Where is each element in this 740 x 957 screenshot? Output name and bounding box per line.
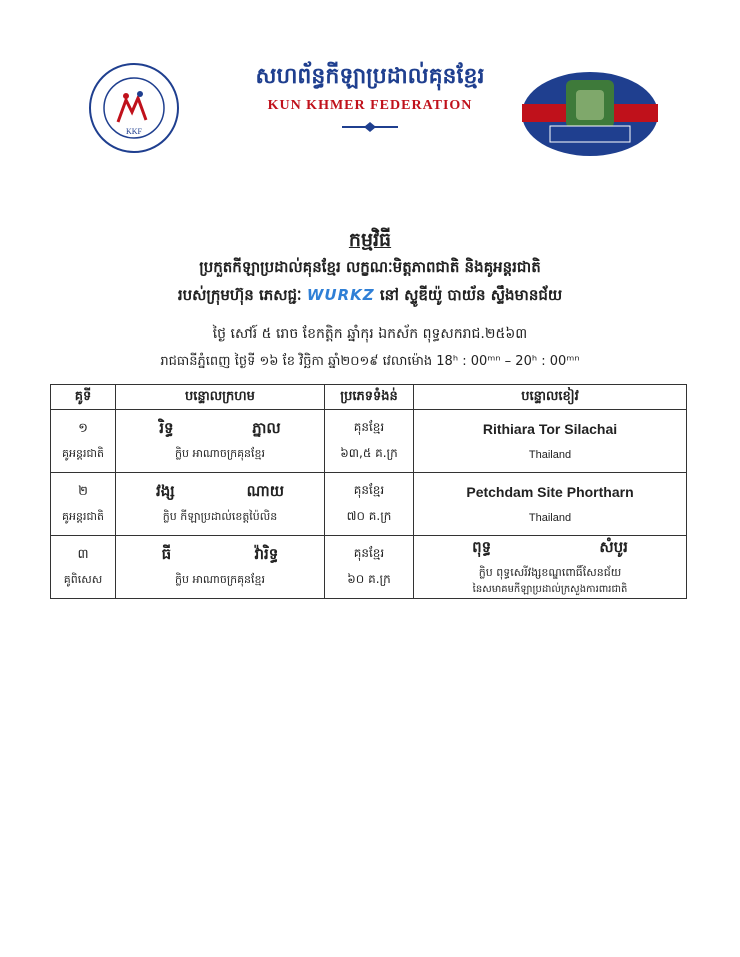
red-corner-cell [116, 473, 325, 536]
weight-value: ៦០ គ.ក្រ [347, 572, 391, 586]
blue-fighter-club: ក្លិប ពុទ្ធសេរីវង្សខណ្ឌពោធិ៍សែនជ័យ [478, 565, 622, 579]
blue-fighter-country: Thailand [528, 512, 572, 524]
red-fighter-first: វង្ស [155, 482, 175, 500]
bout-cell [51, 410, 116, 473]
table-row [51, 473, 687, 536]
blue-corner-cell [414, 536, 687, 599]
table-row [51, 536, 687, 599]
red-fighter-club: ក្លិប អាណាចក្រគុនខ្មែរ [174, 573, 266, 586]
table-header-row [51, 385, 687, 410]
lunar-date: ថ្ងៃ សៅរ៍ ៥ រោច ខែកត្តិក ឆ្នាំកុរ ឯកស័ក ពុទ្ធសករាជ.២៥៦៣ [212, 326, 528, 342]
event-date-time: រាជធានីភ្នំពេញ ថ្ងៃទី ១៦ ខែ វិច្ឆិកា ឆ្នាំ២០១៩ វេលាម៉ោង 18ʰ : 00ᵐⁿ – 20ʰ : 00ᵐⁿ [160, 354, 580, 369]
blue-fighter-name: Rithiara Tor Silachai [482, 421, 618, 437]
blue-fighter-last: សំបូរ [599, 537, 628, 556]
weight-cell [325, 536, 414, 599]
program-title: កម្មវិធី [348, 229, 392, 251]
weight-value: ៦៣,៥ គ.ក្រ [340, 446, 398, 460]
bout-cell [51, 473, 116, 536]
kkf-logo-icon [88, 62, 180, 154]
blue-fighter-country: Thailand [528, 449, 572, 461]
ornament-divider-icon [342, 122, 398, 132]
venue-text: នៅ ស្ទូឌីយ៉ូ បាយ័ន ស្ទឹងមានជ័យ [379, 286, 563, 304]
header-bout-number: គូទី [51, 385, 116, 410]
org-name-khmer: សហព័ន្ធកីឡាប្រដាល់គុនខ្មែរ [255, 63, 485, 89]
weight-cell [325, 473, 414, 536]
red-fighter-club: ក្លិប កីឡាប្រដាល់ខេត្តប៉ៃលិន [162, 510, 278, 523]
red-fighter-name [120, 545, 320, 567]
blue-fighter-association: នៃសមាគមកីឡាប្រដាល់ក្រសួងការពារជាតិ [472, 583, 628, 595]
red-fighter-last: វ៉ារិទ្ធ [254, 545, 279, 563]
svg-text:KKF: KKF [125, 127, 143, 136]
bout-number: ២ [78, 483, 88, 499]
bout-category: គូអន្តរជាតិ [62, 509, 104, 523]
red-corner-cell [116, 536, 325, 599]
bout-category: គូពិសេស [63, 572, 103, 586]
weight-type: គុនខ្មែរ [353, 546, 385, 560]
bout-cell [51, 536, 116, 599]
blue-corner-cell [414, 410, 687, 473]
bout-table [50, 384, 687, 599]
bayon-logo-icon [520, 70, 660, 158]
header-weight-class: ប្រភេទទំងន់ [325, 385, 414, 410]
header-red-corner: បន្ទោលក្រហម [116, 385, 325, 410]
red-fighter-last: ណាយ [246, 482, 285, 500]
org-name-english: KUN KHMER FEDERATION [267, 98, 473, 113]
weight-type: គុនខ្មែរ [353, 483, 385, 497]
red-fighter-last: ភ្នាល [252, 419, 281, 437]
weight-type: គុនខ្មែរ [353, 420, 385, 434]
red-fighter-club: ក្លិប អាណាចក្រគុនខ្មែរ [174, 447, 266, 460]
sponsor-prefix: របស់ក្រុមហ៊ុន ភេសជ្ជៈ [177, 286, 302, 304]
red-fighter-name [120, 482, 320, 504]
event-sponsor-line [0, 286, 740, 308]
bout-category: គូអន្តរជាតិ [62, 446, 104, 460]
red-fighter-first: រិទ្ធ [159, 419, 174, 437]
red-corner-cell [116, 410, 325, 473]
event-description: ប្រកួតកីឡាប្រដាល់គុនខ្មែរ លក្ខណៈមិត្តភាពជាតិ និងគូអន្តរជាតិ [199, 258, 541, 276]
sponsor-brand: WURKZ [306, 286, 375, 304]
weight-value: ៧០ គ.ក្រ [346, 509, 392, 523]
header-blue-corner: បន្ទោលខៀវ [414, 385, 687, 410]
bout-number: ៣ [77, 546, 89, 562]
blue-fighter-name: Petchdam Site Phortharn [466, 484, 634, 500]
blue-fighter-name [418, 538, 682, 560]
bout-number: ១ [78, 420, 88, 436]
red-fighter-first: ធី [161, 545, 172, 563]
blue-corner-cell [414, 473, 687, 536]
weight-cell [325, 410, 414, 473]
document-header [0, 0, 740, 170]
red-fighter-name [120, 419, 320, 441]
table-row [51, 410, 687, 473]
blue-fighter-first: ពុទ្ធ [472, 537, 492, 556]
